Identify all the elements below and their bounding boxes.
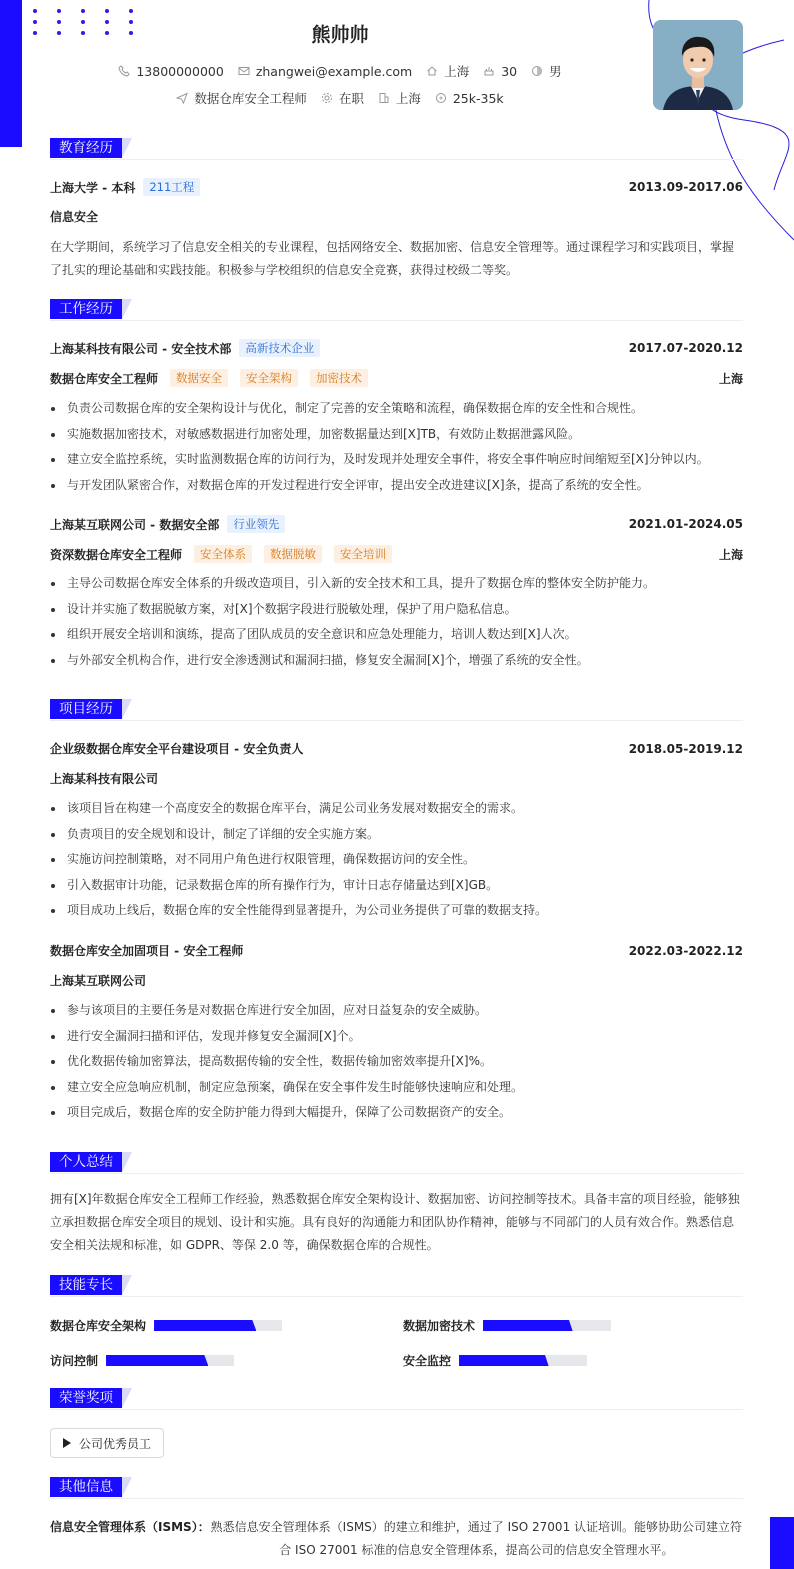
city-item	[426, 62, 469, 80]
project-2-company: 上海某互联网公司	[50, 974, 147, 988]
gender-text: 男	[549, 64, 562, 79]
skill-bar-fill	[459, 1355, 549, 1366]
gender-icon	[531, 65, 543, 77]
candidate-name: 熊帅帅	[311, 24, 369, 46]
list-item: 实施访问控制策略，对不同用户角色进行权限管理，确保数据访问的安全性。	[50, 847, 743, 873]
email-text: zhangwei@example.com	[255, 63, 413, 79]
project-1-company-row	[50, 770, 743, 787]
other-info-key: 信息安全管理体系（ISMS）：	[50, 1520, 210, 1534]
work-2-period: 2021.01-2024.05	[628, 517, 743, 531]
section-projects	[50, 699, 743, 721]
target-city-item	[378, 89, 421, 107]
list-item: 建立安全监控系统，实时监测数据仓库的访问行为，及时发现并处理安全事件，将安全事件响应时间缩短至[X]分钟以内。	[50, 447, 743, 473]
list-item: 实施数据加密技术，对敏感数据进行加密处理，加密数据量达到[X]TB，有效防止数据泄露风险。	[50, 422, 743, 448]
right-accent-bar	[770, 1517, 794, 1569]
work-2-location: 上海	[718, 547, 743, 562]
skill-item	[403, 1317, 611, 1334]
education-header-row	[50, 178, 743, 196]
gender-item	[531, 62, 562, 80]
work-1-period: 2017.07-2020.12	[628, 341, 743, 355]
work-2-skill-2: 数据脱敏	[264, 545, 322, 563]
building-icon	[378, 92, 390, 104]
section-title-awards: 荣誉奖项	[50, 1388, 122, 1408]
section-other	[50, 1477, 743, 1499]
list-item: 与开发团队紧密合作，对数据仓库的开发过程进行安全评审，提出安全改进建议[X]条，提高了系统的安全性。	[50, 473, 743, 499]
award-text: 公司优秀员工	[79, 1436, 152, 1451]
list-item: 主导公司数据仓库安全体系的升级改造项目，引入新的安全技术和工具，提升了数据仓库的整体安全防护能力。	[50, 571, 743, 597]
project-1-title: 企业级数据仓库安全平台建设项目 - 安全负责人	[50, 742, 304, 756]
work-1-location: 上海	[718, 371, 743, 386]
section-title-projects: 项目经历	[50, 699, 122, 719]
mail-icon	[238, 65, 250, 77]
play-icon	[63, 1438, 71, 1448]
work-2-tag: 行业领先	[227, 515, 285, 533]
skill-bar	[459, 1355, 587, 1366]
work-2-role-row	[50, 545, 743, 563]
email-item	[238, 64, 412, 79]
list-item: 设计并实施了数据脱敏方案，对[X]个数据字段进行脱敏处理，保护了用户隐私信息。	[50, 597, 743, 623]
skill-name: 数据加密技术	[403, 1319, 476, 1333]
section-title-work: 工作经历	[50, 299, 122, 319]
coin-icon	[435, 92, 447, 104]
salary-text: 25k-35k	[452, 90, 504, 106]
skill-item	[50, 1352, 234, 1369]
education-description: 在大学期间，系统学习了信息安全相关的专业课程，包括网络安全、数据加密、信息安全管理等。通过课程学习和实践项目，掌握了扎实的理论基础和实践技能。积极参与学校组织的信息安全竞赛，获得过校级二等奖。	[50, 240, 735, 277]
skill-bar	[483, 1320, 611, 1331]
work-1-role: 数据仓库安全工程师	[50, 371, 159, 386]
phone-icon	[118, 65, 130, 77]
project-2-header-row	[50, 942, 743, 959]
list-item: 优化数据传输加密算法，提高数据传输的安全性，数据传输加密效率提升[X]%。	[50, 1049, 743, 1075]
section-education	[50, 138, 743, 160]
work-1-skill-3: 加密技术	[310, 369, 368, 387]
section-title-other: 其他信息	[50, 1477, 122, 1497]
list-item: 参与该项目的主要任务是对数据仓库进行安全加固，应对日益复杂的安全威胁。	[50, 998, 743, 1024]
section-skills	[50, 1275, 743, 1297]
list-item: 负责公司数据仓库的安全架构设计与优化，制定了完善的安全策略和流程，确保数据仓库的安全性和合规性。	[50, 396, 743, 422]
skill-bar	[154, 1320, 282, 1331]
cake-icon	[483, 65, 495, 77]
project-2-period: 2022.03-2022.12	[628, 943, 743, 958]
work-1-skill-1: 数据安全	[170, 369, 228, 387]
project-1-header-row	[50, 740, 743, 757]
phone-item	[118, 64, 223, 79]
work-1-bullets	[50, 396, 743, 498]
list-item: 引入数据审计功能，记录数据仓库的所有操作行为，审计日志存储量达到[X]GB。	[50, 873, 743, 899]
other-info-value: 熟悉信息安全管理体系（ISMS）的建立和维护，通过了 ISO 27001 认证培训。能够协助公司建立符合 ISO 27001 标准的信息安全管理体系，提高公司的信息安全管理水平。	[210, 1520, 743, 1557]
project-1-company: 上海某科技有限公司	[50, 772, 159, 786]
status-item	[321, 89, 364, 107]
skill-bar-fill	[154, 1320, 256, 1331]
section-title-summary: 个人总结	[50, 1152, 122, 1172]
list-item: 项目成功上线后，数据仓库的安全性能得到显著提升，为公司业务提供了可靠的数据支持。	[50, 898, 743, 924]
work-2-bullets	[50, 571, 743, 673]
work-1-header-row	[50, 339, 743, 357]
summary-text: 拥有[X]年数据仓库安全工程师工作经验，熟悉数据仓库安全架构设计、数据加密、访问控制等技术。具备丰富的项目经验，能够独立承担数据仓库安全项目的规划、设计和实施。具有良好的沟通能力和团队协作精神，能够与不同部门的人员有效合作。熟悉信息安全相关法规和标准，如 GDPR、等保 2.0 等，确保数据仓库的合规性。	[50, 1192, 740, 1252]
phone-text: 13800000000	[136, 63, 224, 79]
skill-item	[403, 1352, 587, 1369]
work-1-skill-2: 安全架构	[240, 369, 298, 387]
gear-icon	[321, 92, 333, 104]
city-text: 上海	[444, 64, 470, 79]
list-item: 进行安全漏洞扫描和评估，发现并修复安全漏洞[X]个。	[50, 1024, 743, 1050]
list-item: 建立安全应急响应机制，制定应急预案，确保在安全事件发生时能够快速响应和处理。	[50, 1075, 743, 1101]
skill-name: 安全监控	[403, 1354, 452, 1368]
section-summary	[50, 1152, 743, 1174]
skill-name: 数据仓库安全架构	[50, 1319, 147, 1333]
age-item	[483, 64, 517, 79]
skill-item	[50, 1317, 282, 1334]
project-2-bullets	[50, 998, 743, 1126]
work-1-tag: 高新技术企业	[239, 339, 320, 357]
school-tag: 211工程	[143, 178, 200, 196]
send-icon	[176, 92, 188, 104]
list-item: 负责项目的安全规划和设计，制定了详细的安全实施方案。	[50, 822, 743, 848]
age-text: 30	[501, 63, 518, 79]
skill-bar-fill	[106, 1355, 208, 1366]
section-title-skills: 技能专长	[50, 1275, 122, 1295]
resume-header	[0, 0, 794, 130]
skill-name: 访问控制	[50, 1354, 99, 1368]
award-item	[50, 1428, 164, 1458]
home-icon	[426, 65, 438, 77]
work-2-header-row	[50, 515, 743, 533]
target-city-text: 上海	[395, 91, 421, 106]
list-item: 该项目旨在构建一个高度安全的数据仓库平台，满足公司业务发展对数据安全的需求。	[50, 796, 743, 822]
project-1-bullets	[50, 796, 743, 924]
work-1-role-row	[50, 369, 743, 387]
work-2-skill-3: 安全培训	[334, 545, 392, 563]
project-1-period: 2018.05-2019.12	[628, 741, 743, 756]
skill-bar	[106, 1355, 234, 1366]
list-item: 项目完成后，数据仓库的安全防护能力得到大幅提升，保障了公司数据资产的安全。	[50, 1100, 743, 1126]
project-2-title: 数据仓库安全加固项目 - 安全工程师	[50, 944, 244, 958]
education-period: 2013.09-2017.06	[628, 180, 743, 194]
profile-photo	[653, 20, 743, 110]
work-2-role: 资深数据仓库安全工程师	[50, 547, 183, 562]
section-awards	[50, 1388, 743, 1410]
contact-row	[0, 62, 680, 80]
salary-item	[435, 91, 504, 106]
other-info	[50, 1516, 743, 1562]
project-2-company-row	[50, 972, 743, 989]
status-text: 在职	[338, 91, 364, 106]
list-item: 组织开展安全培训和演练，提高了团队成员的安全意识和应急处理能力，培训人数达到[X]人次。	[50, 622, 743, 648]
section-work	[50, 299, 743, 321]
education-major-row	[50, 208, 743, 225]
work-1-company: 上海某科技有限公司 - 安全技术部	[50, 341, 232, 356]
work-2-skill-1: 安全体系	[194, 545, 252, 563]
major-name: 信息安全	[50, 210, 99, 224]
work-2-company: 上海某互联网公司 - 数据安全部	[50, 517, 220, 532]
job-title-text: 数据仓库安全工程师	[194, 91, 307, 106]
school-name: 上海大学 - 本科	[50, 180, 136, 195]
job-row	[0, 89, 680, 107]
section-title-education: 教育经历	[50, 138, 122, 158]
skill-bar-fill	[483, 1320, 573, 1331]
list-item: 与外部安全机构合作，进行安全渗透测试和漏洞扫描，修复安全漏洞[X]个，增强了系统的安全性。	[50, 648, 743, 674]
job-title-item	[176, 89, 307, 107]
